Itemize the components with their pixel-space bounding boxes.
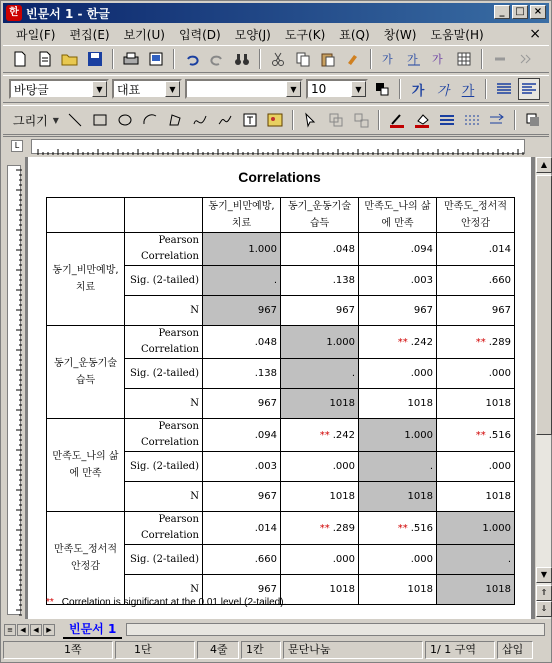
footnote-text: Correlation is significant at the 0.01 level (2-tailed). xyxy=(61,597,287,608)
table-cell[interactable] xyxy=(437,389,515,419)
save-icon[interactable] xyxy=(84,48,106,70)
scroll-thumb[interactable] xyxy=(536,175,552,435)
rectangle-tool-icon[interactable] xyxy=(89,109,111,131)
cell-value: .138 xyxy=(254,368,277,379)
table-cell[interactable] xyxy=(203,419,281,452)
table-cell[interactable] xyxy=(359,545,437,575)
table-cell[interactable] xyxy=(281,296,359,326)
table-cell[interactable] xyxy=(281,233,359,266)
significance-mark: ** xyxy=(397,522,408,534)
cell-value: 1.000 xyxy=(326,336,355,348)
document-page[interactable] xyxy=(28,157,531,619)
drawing-label: 그리기 xyxy=(13,113,48,128)
cell-value: 1.000 xyxy=(248,243,277,255)
menu-format[interactable]: 모양(J) xyxy=(234,27,271,42)
table-cell[interactable] xyxy=(359,512,437,545)
toolbar-separator xyxy=(514,110,516,130)
table-cell[interactable] xyxy=(281,359,359,389)
significance-mark: ** xyxy=(397,336,408,348)
line-tool-icon[interactable] xyxy=(64,109,86,131)
vertical-ruler-scale xyxy=(7,165,21,615)
stat-label: N xyxy=(125,296,203,326)
status-section: 1단 xyxy=(115,641,195,659)
menu-edit[interactable]: 편집(E) xyxy=(69,27,110,42)
stat-label: Pearson Correlation xyxy=(125,419,203,452)
status-pages: 1/ 1 구역 xyxy=(425,641,495,659)
cell-value: 967 xyxy=(257,491,277,502)
cell-value: 1.000 xyxy=(404,429,433,441)
tab-document[interactable]: 빈문서 1 xyxy=(63,620,122,639)
table-cell[interactable] xyxy=(203,326,281,359)
cell-value: .000 xyxy=(410,554,433,565)
toolbar-separator xyxy=(370,49,372,69)
cell-value: 967 xyxy=(257,305,277,316)
select-object-icon[interactable] xyxy=(300,109,322,131)
significance-mark: ** xyxy=(46,597,54,608)
picture-tool-icon[interactable] xyxy=(264,109,286,131)
align-justify-icon[interactable] xyxy=(493,78,515,100)
cell-value: .000 xyxy=(332,554,355,565)
cell-value: .094 xyxy=(410,243,433,255)
correlation-body xyxy=(47,233,515,605)
close-button[interactable]: × xyxy=(530,5,546,19)
table-cell[interactable] xyxy=(437,296,515,326)
cell-value: .516 xyxy=(410,522,433,534)
table-cell[interactable] xyxy=(359,575,437,605)
horizontal-ruler[interactable] xyxy=(3,136,549,156)
para-shape-icon[interactable] xyxy=(428,48,450,70)
table-cell[interactable] xyxy=(359,389,437,419)
header-row xyxy=(47,198,515,233)
menu-tools[interactable]: 도구(K) xyxy=(284,27,326,42)
menu-insert[interactable]: 입력(D) xyxy=(178,27,221,42)
table-cell[interactable] xyxy=(437,419,515,452)
cell-value: 1018 xyxy=(329,584,355,595)
toolbar-separator xyxy=(112,49,114,69)
font-size-combo[interactable] xyxy=(306,79,368,99)
table-cell[interactable] xyxy=(437,326,515,359)
cell-value: .516 xyxy=(488,429,511,441)
chevron-down-icon[interactable]: ▼ xyxy=(351,81,366,97)
table-cell[interactable] xyxy=(281,389,359,419)
menu-help[interactable]: 도움말(H) xyxy=(430,27,484,42)
table-cell[interactable] xyxy=(437,575,515,605)
scroll-up-icon[interactable]: ▲ xyxy=(536,157,552,173)
menu-file[interactable]: 파일(F) xyxy=(16,27,56,42)
significance-mark: ** xyxy=(475,336,486,348)
cell-value: .014 xyxy=(254,522,277,534)
stat-label: Sig. (2-tailed) xyxy=(125,266,203,296)
table-cell[interactable] xyxy=(359,233,437,266)
toolbar-separator xyxy=(399,79,401,99)
table-cell[interactable] xyxy=(281,419,359,452)
toolbar-more-icon[interactable] xyxy=(514,48,536,70)
column-header: 동기_운동기술습득 xyxy=(281,198,359,233)
cell-value: .003 xyxy=(254,461,277,472)
cell-value: 1018 xyxy=(485,491,511,502)
cell-value: .289 xyxy=(488,336,511,348)
cell-value: 967 xyxy=(335,305,355,316)
underline-button[interactable]: 가 xyxy=(461,83,475,99)
cell-value: 1018 xyxy=(407,491,433,502)
style-combo[interactable] xyxy=(9,79,109,99)
spellcheck-icon[interactable] xyxy=(378,48,400,70)
doc-list-icon[interactable]: ≡ xyxy=(4,624,16,636)
status-bar xyxy=(3,641,549,661)
chevron-down-icon[interactable]: ▼ xyxy=(92,81,107,97)
open-folder-icon[interactable] xyxy=(59,48,81,70)
new-file-icon[interactable] xyxy=(34,48,56,70)
table-icon[interactable] xyxy=(453,48,475,70)
print-icon[interactable] xyxy=(120,48,142,70)
tab-next-icon[interactable]: ▶ xyxy=(43,624,55,636)
table-cell[interactable] xyxy=(281,266,359,296)
cell-value: .660 xyxy=(254,554,277,565)
table-cell[interactable] xyxy=(203,512,281,545)
cell-value: .242 xyxy=(410,336,433,348)
table-row xyxy=(47,326,515,359)
ellipse-tool-icon[interactable] xyxy=(114,109,136,131)
curve-tool-icon[interactable] xyxy=(189,109,211,131)
stat-label: Pearson Correlation xyxy=(125,326,203,359)
cell-value: . xyxy=(273,275,277,286)
standard-toolbar xyxy=(3,45,549,73)
corner-cell xyxy=(125,198,203,233)
shadow-icon[interactable] xyxy=(522,109,544,131)
paste-icon[interactable] xyxy=(317,48,339,70)
redo-icon[interactable] xyxy=(206,48,228,70)
horizontal-scrollbar[interactable] xyxy=(126,623,545,636)
ruler-scale[interactable] xyxy=(31,139,525,154)
table-cell[interactable] xyxy=(359,482,437,512)
table-cell[interactable] xyxy=(437,452,515,482)
table-cell[interactable] xyxy=(281,512,359,545)
row-group-label: 만족도_정서적 안정감 xyxy=(47,512,125,605)
column-header: 동기_비만예방, 치료 xyxy=(203,198,281,233)
toolbar-separator xyxy=(259,49,261,69)
toolbar-separator xyxy=(378,110,380,130)
table-cell[interactable] xyxy=(281,452,359,482)
tab-prev-icon[interactable]: ◀ xyxy=(30,624,42,636)
table-cell[interactable] xyxy=(359,266,437,296)
status-insert-mode[interactable]: 삽입 xyxy=(497,641,533,659)
table-cell[interactable] xyxy=(203,389,281,419)
window-title: 빈문서 1 - 한글 xyxy=(26,6,110,21)
stat-label: Sig. (2-tailed) xyxy=(125,359,203,389)
correlation-table[interactable] xyxy=(46,197,515,605)
menu-bar xyxy=(3,24,549,44)
drawing-menu-arrow-icon[interactable]: ▼ xyxy=(52,115,59,125)
document-tabs-bar xyxy=(3,621,549,638)
table-row xyxy=(47,233,515,266)
cell-value: 967 xyxy=(257,584,277,595)
dash-style-icon[interactable] xyxy=(461,109,483,131)
cell-value: .048 xyxy=(332,243,355,255)
cell-value: 1018 xyxy=(485,584,511,595)
correlations-title: Correlations xyxy=(238,169,321,185)
arrow-style-icon[interactable] xyxy=(486,109,508,131)
chevron-down-icon[interactable]: ▼ xyxy=(286,81,301,97)
svg-text:가: 가 xyxy=(407,53,418,66)
stat-label: N xyxy=(125,389,203,419)
menu-window[interactable]: 창(W) xyxy=(383,27,417,42)
page-down-icon[interactable]: ⇓ xyxy=(536,601,552,617)
format-toolbar xyxy=(3,75,549,103)
toolbar-separator xyxy=(292,110,294,130)
row-group-label: 동기_비만예방, 치료 xyxy=(47,233,125,326)
arc-tool-icon[interactable] xyxy=(139,109,161,131)
cell-value: 1018 xyxy=(485,398,511,409)
table-cell[interactable] xyxy=(437,266,515,296)
row-group-label: 만족도_나의 삶에 만족 xyxy=(47,419,125,512)
chevron-down-icon[interactable]: ▼ xyxy=(165,81,180,97)
print-preview-icon[interactable] xyxy=(145,48,167,70)
menu-view[interactable]: 보기(U) xyxy=(123,27,165,42)
cell-value: 1018 xyxy=(407,398,433,409)
textbox-tool-icon[interactable] xyxy=(239,109,261,131)
cell-value: . xyxy=(429,461,433,472)
line-color-icon[interactable] xyxy=(386,109,408,131)
link-icon[interactable] xyxy=(489,48,511,70)
doc-close-icon[interactable]: × xyxy=(529,26,541,42)
stat-label: N xyxy=(125,575,203,605)
page-up-icon[interactable]: ⇑ xyxy=(536,585,552,601)
table-row xyxy=(47,419,515,452)
cell-value: 1018 xyxy=(407,584,433,595)
line-style-icon[interactable] xyxy=(436,109,458,131)
font-language-value: 대표 xyxy=(117,82,141,97)
maximize-button[interactable]: □ xyxy=(512,5,528,19)
table-cell[interactable] xyxy=(437,545,515,575)
column-header: 만족도_정서적 안정감 xyxy=(437,198,515,233)
tab-stop-type-icon[interactable]: L xyxy=(11,140,23,152)
font-name-combo[interactable] xyxy=(185,79,303,99)
vertical-ruler[interactable] xyxy=(3,157,25,619)
column-header: 만족도_나의 삶에 만족 xyxy=(359,198,437,233)
cell-value: 967 xyxy=(491,305,511,316)
minimize-button[interactable]: _ xyxy=(494,5,510,19)
format-painter-icon[interactable] xyxy=(342,48,364,70)
hwp-app-icon[interactable]: 한 xyxy=(6,5,22,21)
cell-value: 1018 xyxy=(329,398,355,409)
row-group-label: 동기_운동기술습득 xyxy=(47,326,125,419)
toolbar-separator xyxy=(485,79,487,99)
table-cell[interactable] xyxy=(203,452,281,482)
table-cell[interactable] xyxy=(203,296,281,326)
vertical-scrollbar[interactable] xyxy=(535,157,551,619)
cell-value: 1.000 xyxy=(482,522,511,534)
stat-label: Sig. (2-tailed) xyxy=(125,545,203,575)
table-cell[interactable] xyxy=(281,545,359,575)
status-column: 1칸 xyxy=(241,641,281,659)
ungroup-icon[interactable] xyxy=(350,109,372,131)
table-cell[interactable] xyxy=(203,233,281,266)
copy-icon[interactable] xyxy=(292,48,314,70)
table-cell[interactable] xyxy=(281,326,359,359)
table-cell[interactable] xyxy=(281,482,359,512)
significance-mark: ** xyxy=(319,522,330,534)
cell-value: . xyxy=(351,368,355,379)
status-mode: 문단나눔 xyxy=(283,641,423,659)
font-language-combo[interactable] xyxy=(112,79,182,99)
stat-label: Pearson Correlation xyxy=(125,512,203,545)
table-cell[interactable] xyxy=(437,233,515,266)
style-value: 바탕글 xyxy=(14,82,49,97)
table-cell[interactable] xyxy=(203,359,281,389)
table-row xyxy=(47,512,515,545)
color-picker-icon[interactable] xyxy=(371,78,393,100)
cell-value: .000 xyxy=(488,461,511,472)
cell-value: . xyxy=(507,554,511,565)
table-cell[interactable] xyxy=(437,359,515,389)
table-cell[interactable] xyxy=(359,452,437,482)
stat-label: N xyxy=(125,482,203,512)
menu-table[interactable]: 표(Q) xyxy=(339,27,370,42)
tab-first-icon[interactable]: ◀ xyxy=(17,624,29,636)
cell-value: 967 xyxy=(257,398,277,409)
toolbar-separator xyxy=(481,49,483,69)
freehand-tool-icon[interactable] xyxy=(214,109,236,131)
italic-button[interactable]: 가 xyxy=(436,83,450,99)
table-cell[interactable] xyxy=(437,512,515,545)
toolbar-separator xyxy=(173,49,175,69)
cell-value: .138 xyxy=(332,275,355,286)
cell-value: .660 xyxy=(488,275,511,286)
fill-color-icon[interactable] xyxy=(411,109,433,131)
cell-value: .289 xyxy=(332,522,355,534)
table-cell[interactable] xyxy=(437,482,515,512)
scroll-down-icon[interactable]: ▼ xyxy=(536,567,552,583)
cell-value: .000 xyxy=(488,368,511,379)
align-left-icon[interactable] xyxy=(518,78,540,100)
table-cell[interactable] xyxy=(203,545,281,575)
bold-button[interactable]: 가 xyxy=(411,83,425,99)
cell-value: .048 xyxy=(254,336,277,348)
cell-value: .094 xyxy=(254,429,277,441)
drawing-toolbar xyxy=(3,105,549,135)
polygon-tool-icon[interactable] xyxy=(164,109,186,131)
status-line: 4줄 xyxy=(197,641,239,659)
table-cell[interactable] xyxy=(203,266,281,296)
footnote xyxy=(46,597,286,608)
table-cell[interactable] xyxy=(359,296,437,326)
cell-value: .000 xyxy=(410,368,433,379)
cut-icon[interactable] xyxy=(267,48,289,70)
cell-value: .242 xyxy=(332,429,355,441)
table-cell[interactable] xyxy=(359,359,437,389)
status-page: 1쪽 xyxy=(3,641,113,659)
table-cell[interactable] xyxy=(203,482,281,512)
char-shape-icon[interactable] xyxy=(403,48,425,70)
table-cell[interactable] xyxy=(281,575,359,605)
group-icon[interactable] xyxy=(325,109,347,131)
find-binoculars-icon[interactable] xyxy=(231,48,253,70)
svg-text:가: 가 xyxy=(432,53,443,66)
new-document-icon[interactable] xyxy=(9,48,31,70)
cell-value: .000 xyxy=(332,461,355,472)
cell-value: .014 xyxy=(488,243,511,255)
cell-value: 1018 xyxy=(329,491,355,502)
stat-label: Sig. (2-tailed) xyxy=(125,452,203,482)
undo-icon[interactable] xyxy=(181,48,203,70)
table-cell[interactable] xyxy=(359,419,437,452)
table-cell[interactable] xyxy=(359,326,437,359)
cell-value: 967 xyxy=(413,305,433,316)
significance-mark: ** xyxy=(475,429,486,441)
title-bar[interactable] xyxy=(3,3,549,23)
document-area[interactable] xyxy=(25,157,535,619)
cell-value: .003 xyxy=(410,275,433,286)
font-size-value: 10 xyxy=(311,82,327,96)
stat-label: Pearson Correlation xyxy=(125,233,203,266)
significance-mark: ** xyxy=(319,429,330,441)
svg-text:가: 가 xyxy=(382,53,393,66)
corner-cell xyxy=(47,198,125,233)
